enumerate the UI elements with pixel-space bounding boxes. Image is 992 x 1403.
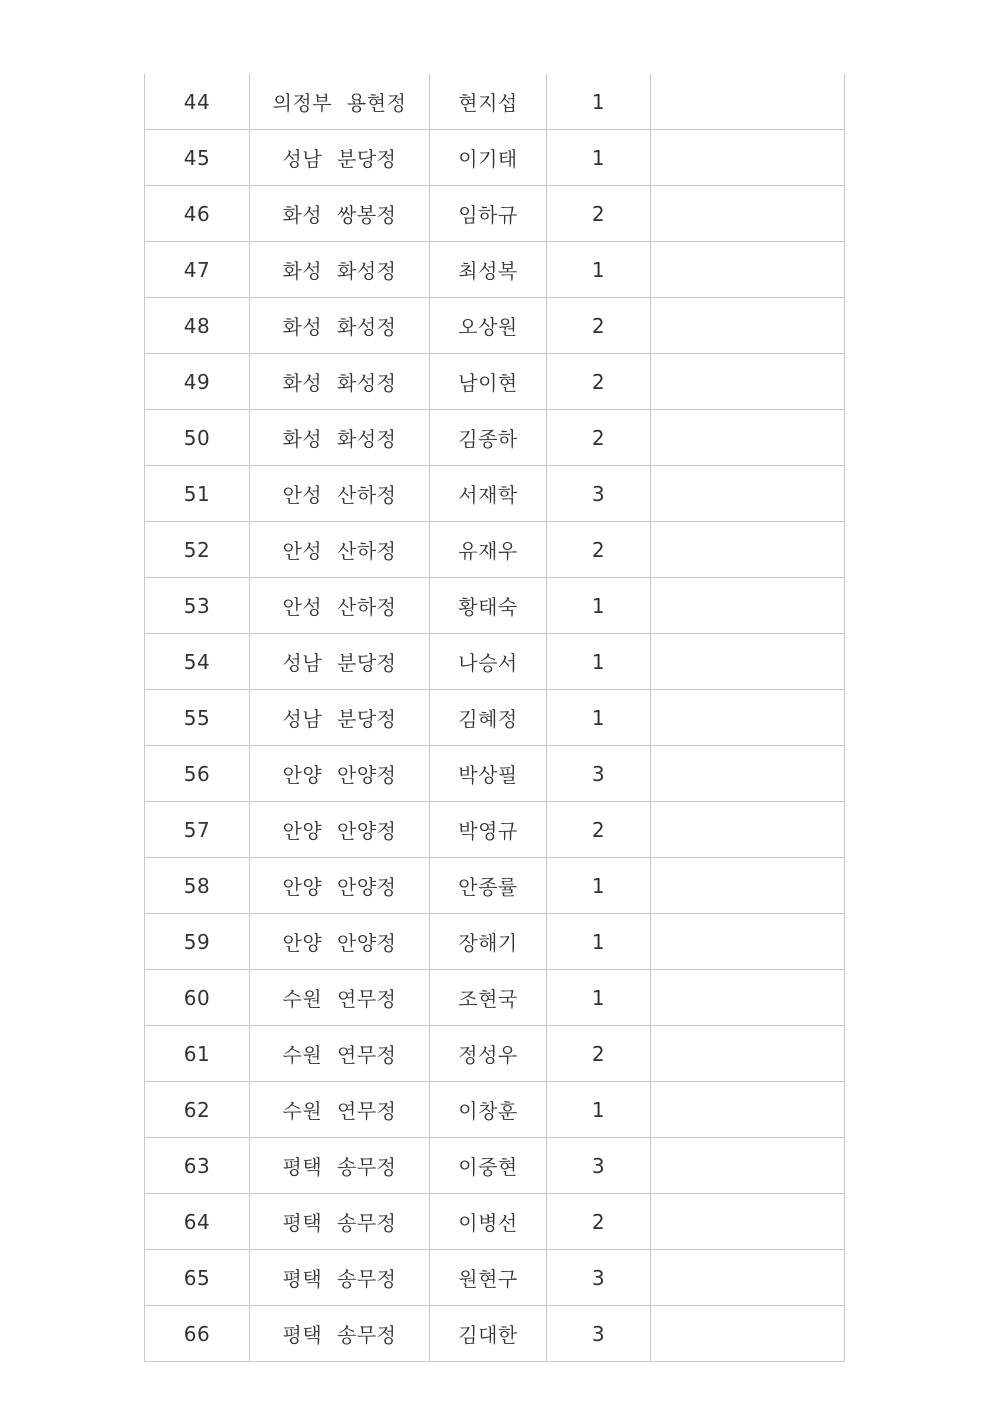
count-cell: 2	[547, 522, 651, 578]
count-cell: 1	[547, 578, 651, 634]
person-name-cell: 임하규	[430, 186, 547, 242]
table-row	[145, 130, 845, 186]
row-number-cell: 47	[145, 242, 250, 298]
row-number-cell: 45	[145, 130, 250, 186]
table-row	[145, 410, 845, 466]
row-number-cell: 58	[145, 858, 250, 914]
row-number-cell: 55	[145, 690, 250, 746]
person-name-cell: 현지섭	[430, 74, 547, 130]
count-cell: 2	[547, 410, 651, 466]
note-cell	[651, 970, 845, 1026]
table-row	[145, 1082, 845, 1138]
row-number-cell: 63	[145, 1138, 250, 1194]
table-row	[145, 522, 845, 578]
note-cell	[651, 1194, 845, 1250]
count-cell: 3	[547, 1306, 651, 1362]
table-row	[145, 914, 845, 970]
person-name-cell: 유재우	[430, 522, 547, 578]
person-name-cell: 서재학	[430, 466, 547, 522]
note-cell	[651, 634, 845, 690]
note-cell	[651, 746, 845, 802]
team-cell: 안양 안양정	[250, 858, 430, 914]
team-cell: 성남 분당정	[250, 690, 430, 746]
row-number-cell: 44	[145, 74, 250, 130]
team-cell: 안양 안양정	[250, 914, 430, 970]
count-cell: 1	[547, 130, 651, 186]
team-cell: 평택 송무정	[250, 1306, 430, 1362]
person-name-cell: 나승서	[430, 634, 547, 690]
team-cell: 성남 분당정	[250, 130, 430, 186]
row-number-cell: 64	[145, 1194, 250, 1250]
count-cell: 3	[547, 746, 651, 802]
person-name-cell: 김혜정	[430, 690, 547, 746]
person-name-cell: 김종하	[430, 410, 547, 466]
note-cell	[651, 522, 845, 578]
count-cell: 1	[547, 858, 651, 914]
person-name-cell: 장해기	[430, 914, 547, 970]
row-number-cell: 50	[145, 410, 250, 466]
table-row	[145, 690, 845, 746]
person-name-cell: 박상필	[430, 746, 547, 802]
row-number-cell: 49	[145, 354, 250, 410]
table-row	[145, 354, 845, 410]
team-cell: 안성 산하정	[250, 522, 430, 578]
table-row	[145, 1194, 845, 1250]
team-cell: 평택 송무정	[250, 1250, 430, 1306]
note-cell	[651, 1138, 845, 1194]
row-number-cell: 52	[145, 522, 250, 578]
note-cell	[651, 130, 845, 186]
row-number-cell: 48	[145, 298, 250, 354]
row-number-cell: 65	[145, 1250, 250, 1306]
count-cell: 2	[547, 298, 651, 354]
row-number-cell: 59	[145, 914, 250, 970]
person-name-cell: 이병선	[430, 1194, 547, 1250]
note-cell	[651, 858, 845, 914]
note-cell	[651, 466, 845, 522]
team-cell: 화성 화성정	[250, 410, 430, 466]
note-cell	[651, 690, 845, 746]
note-cell	[651, 1026, 845, 1082]
note-cell	[651, 410, 845, 466]
roster-table	[144, 74, 845, 1362]
team-cell: 안성 산하정	[250, 578, 430, 634]
note-cell	[651, 1250, 845, 1306]
person-name-cell: 이창훈	[430, 1082, 547, 1138]
person-name-cell: 이기태	[430, 130, 547, 186]
note-cell	[651, 914, 845, 970]
table-row	[145, 74, 845, 130]
row-number-cell: 54	[145, 634, 250, 690]
row-number-cell: 53	[145, 578, 250, 634]
table-row	[145, 970, 845, 1026]
person-name-cell: 박영규	[430, 802, 547, 858]
person-name-cell: 원현구	[430, 1250, 547, 1306]
row-number-cell: 56	[145, 746, 250, 802]
table-row	[145, 746, 845, 802]
table-row	[145, 186, 845, 242]
note-cell	[651, 186, 845, 242]
table-row	[145, 466, 845, 522]
table-row	[145, 858, 845, 914]
team-cell: 수원 연무정	[250, 1082, 430, 1138]
row-number-cell: 46	[145, 186, 250, 242]
row-number-cell: 51	[145, 466, 250, 522]
table-row	[145, 242, 845, 298]
team-cell: 화성 쌍봉정	[250, 186, 430, 242]
person-name-cell: 남이현	[430, 354, 547, 410]
table-row	[145, 802, 845, 858]
note-cell	[651, 802, 845, 858]
count-cell: 1	[547, 74, 651, 130]
note-cell	[651, 242, 845, 298]
count-cell: 3	[547, 1250, 651, 1306]
person-name-cell: 안종률	[430, 858, 547, 914]
table-row	[145, 1026, 845, 1082]
row-number-cell: 60	[145, 970, 250, 1026]
count-cell: 1	[547, 970, 651, 1026]
team-cell: 안성 산하정	[250, 466, 430, 522]
count-cell: 2	[547, 1194, 651, 1250]
note-cell	[651, 1306, 845, 1362]
person-name-cell: 이중현	[430, 1138, 547, 1194]
note-cell	[651, 578, 845, 634]
count-cell: 3	[547, 1138, 651, 1194]
person-name-cell: 황태숙	[430, 578, 547, 634]
count-cell: 2	[547, 354, 651, 410]
row-number-cell: 66	[145, 1306, 250, 1362]
count-cell: 2	[547, 802, 651, 858]
count-cell: 2	[547, 1026, 651, 1082]
team-cell: 수원 연무정	[250, 1026, 430, 1082]
table-row	[145, 1306, 845, 1362]
person-name-cell: 오상원	[430, 298, 547, 354]
team-cell: 성남 분당정	[250, 634, 430, 690]
team-cell: 안양 안양정	[250, 802, 430, 858]
row-number-cell: 57	[145, 802, 250, 858]
team-cell: 화성 화성정	[250, 354, 430, 410]
team-cell: 수원 연무정	[250, 970, 430, 1026]
team-cell: 의정부 용현정	[250, 74, 430, 130]
note-cell	[651, 354, 845, 410]
table-row	[145, 1250, 845, 1306]
person-name-cell: 김대한	[430, 1306, 547, 1362]
table-row	[145, 1138, 845, 1194]
person-name-cell: 조현국	[430, 970, 547, 1026]
note-cell	[651, 1082, 845, 1138]
note-cell	[651, 298, 845, 354]
count-cell: 1	[547, 634, 651, 690]
count-cell: 1	[547, 690, 651, 746]
roster-table-body	[145, 74, 845, 1362]
table-row	[145, 634, 845, 690]
note-cell	[651, 74, 845, 130]
team-cell: 안양 안양정	[250, 746, 430, 802]
count-cell: 1	[547, 914, 651, 970]
team-cell: 평택 송무정	[250, 1138, 430, 1194]
count-cell: 3	[547, 466, 651, 522]
count-cell: 1	[547, 242, 651, 298]
table-row	[145, 578, 845, 634]
team-cell: 평택 송무정	[250, 1194, 430, 1250]
person-name-cell: 최성복	[430, 242, 547, 298]
count-cell: 2	[547, 186, 651, 242]
row-number-cell: 62	[145, 1082, 250, 1138]
count-cell: 1	[547, 1082, 651, 1138]
row-number-cell: 61	[145, 1026, 250, 1082]
person-name-cell: 정성우	[430, 1026, 547, 1082]
team-cell: 화성 화성정	[250, 242, 430, 298]
table-row	[145, 298, 845, 354]
team-cell: 화성 화성정	[250, 298, 430, 354]
